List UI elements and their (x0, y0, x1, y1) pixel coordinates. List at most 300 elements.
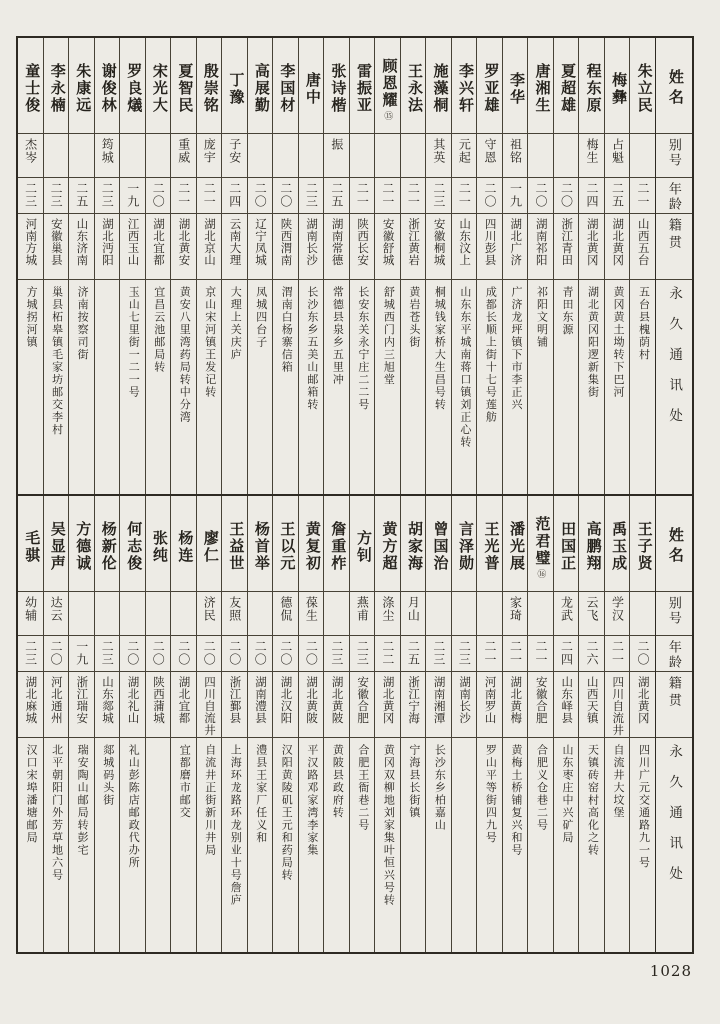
person-column (43, 496, 69, 952)
age-cell (554, 178, 579, 214)
person-name: 谢俊林 (99, 63, 116, 114)
person-age: 二〇 (151, 640, 166, 666)
address-cell (197, 738, 222, 952)
person-age: 二一 (380, 182, 395, 208)
person-address: 青田东源 (560, 286, 573, 336)
origin-cell (605, 672, 630, 738)
register-table-top (18, 38, 692, 494)
address-cell (503, 280, 528, 494)
person-column (553, 38, 579, 494)
person-alias: 庞宇 (202, 138, 217, 164)
person-age: 二五 (329, 182, 344, 208)
header-address-cell (656, 280, 692, 494)
person-age: 二〇 (227, 640, 242, 666)
address-cell (579, 280, 604, 494)
origin-cell (222, 672, 247, 738)
address-cell (299, 280, 324, 494)
name-badge: ⑮ (383, 110, 394, 120)
person-age: 一九 (74, 640, 89, 666)
person-address: 五台县槐荫村 (637, 286, 650, 361)
age-cell (299, 178, 324, 214)
address-cell (18, 280, 43, 494)
name-cell (401, 38, 426, 134)
address-cell (554, 280, 579, 494)
address-cell (401, 738, 426, 952)
age-cell (452, 178, 477, 214)
header-alias-cell (656, 592, 692, 636)
alias-cell (69, 592, 94, 636)
person-alias: 涤尘 (380, 596, 395, 622)
person-name: 罗亚雄 (482, 63, 499, 114)
person-origin: 安徽桐城 (432, 218, 445, 266)
person-origin: 四川自流井 (203, 676, 215, 736)
alias-cell (197, 592, 222, 636)
person-column (298, 496, 324, 952)
person-age: 二〇 (253, 182, 268, 208)
person-address: 汉口宋埠潘塘邮局 (25, 744, 38, 844)
person-address: 天镇砖窑村高化之转 (586, 744, 599, 857)
person-age: 二一 (508, 640, 523, 666)
person-column (578, 38, 604, 494)
person-column (170, 38, 196, 494)
person-name: 殷崇铭 (201, 63, 218, 114)
person-column (170, 496, 196, 952)
person-address: 北平朝阳门外芳草地六号 (50, 744, 63, 882)
age-cell (69, 178, 94, 214)
origin-cell (426, 672, 451, 738)
person-address: 黄岩苍头街 (407, 286, 420, 349)
origin-cell (273, 672, 298, 738)
name-cell (222, 38, 247, 134)
address-cell (299, 738, 324, 952)
age-cell (554, 636, 579, 672)
alias-cell (299, 592, 324, 636)
age-cell (452, 636, 477, 672)
person-name: 方钊 (354, 529, 371, 564)
person-name: 曾国治 (431, 521, 448, 572)
name-cell (95, 496, 120, 592)
person-age: 二三 (355, 640, 370, 666)
age-cell (273, 636, 298, 672)
person-column (323, 496, 349, 952)
header-alias-cell (656, 134, 692, 178)
address-cell (528, 738, 553, 952)
age-cell (605, 636, 630, 672)
alias-cell (503, 134, 528, 178)
age-cell (503, 636, 528, 672)
header-address-cell (656, 738, 692, 952)
address-cell (426, 280, 451, 494)
person-column (604, 38, 630, 494)
person-name: 童士俊 (23, 63, 40, 114)
address-cell (273, 738, 298, 952)
person-column (629, 38, 655, 494)
origin-cell (324, 672, 349, 738)
person-address: 自流井大坟堡 (612, 744, 624, 819)
person-address: 郯城码头街 (101, 744, 114, 807)
person-address: 玉山七里街一二一号 (127, 286, 140, 399)
header-column-bottom (655, 496, 692, 952)
origin-cell (528, 214, 553, 280)
person-address: 宜都磨市邮交 (178, 744, 191, 819)
name-cell (401, 496, 426, 592)
person-origin: 湖南湘潭 (432, 676, 445, 724)
person-column (196, 496, 222, 952)
address-cell (69, 280, 94, 494)
person-column (272, 496, 298, 952)
origin-cell (146, 672, 171, 738)
address-cell (528, 280, 553, 494)
origin-cell (171, 672, 196, 738)
origin-cell (350, 672, 375, 738)
alias-cell (324, 134, 349, 178)
address-cell (171, 280, 196, 494)
person-age: 二〇 (253, 640, 268, 666)
person-origin: 山东郯城 (100, 676, 113, 724)
address-cell (375, 280, 400, 494)
person-address: 祁阳文明铺 (535, 286, 548, 349)
person-name: 李华 (508, 71, 525, 106)
age-cell (630, 636, 655, 672)
origin-cell (477, 214, 502, 280)
origin-cell (69, 214, 94, 280)
person-column (578, 496, 604, 952)
name-cell (273, 38, 298, 134)
origin-cell (452, 214, 477, 280)
age-cell (350, 178, 375, 214)
person-column (145, 38, 171, 494)
person-column (94, 38, 120, 494)
name-cell (324, 496, 349, 592)
person-alias: 其英 (431, 138, 446, 164)
address-cell (69, 738, 94, 952)
origin-cell (477, 672, 502, 738)
header-age-cell (656, 636, 692, 672)
person-age: 二〇 (636, 640, 651, 666)
person-alias: 筠城 (100, 138, 115, 164)
alias-cell (452, 134, 477, 178)
alias-cell (401, 592, 426, 636)
origin-cell (248, 672, 273, 738)
person-column (502, 38, 528, 494)
person-origin: 陕西长安 (356, 218, 369, 266)
person-origin: 湖北黄冈 (636, 676, 649, 724)
person-column (119, 496, 145, 952)
person-alias: 幼辅 (23, 596, 38, 622)
person-alias: 祖铭 (508, 138, 523, 164)
person-name: 言泽勋 (457, 521, 473, 572)
alias-cell (197, 134, 222, 178)
alias-cell (248, 592, 273, 636)
origin-cell (146, 214, 171, 280)
address-cell (401, 280, 426, 494)
person-address: 黄安八里湾药局转中分湾 (178, 286, 191, 424)
person-age: 二五 (406, 640, 421, 666)
person-name: 夏智民 (176, 63, 193, 114)
age-cell (503, 178, 528, 214)
person-column (18, 38, 43, 494)
person-age: 二一 (406, 182, 421, 208)
person-age: 二五 (74, 182, 89, 208)
person-address: 四川广元交通路九一号 (637, 744, 650, 869)
address-cell (452, 280, 477, 494)
age-cell (69, 636, 94, 672)
address-cell (222, 280, 247, 494)
address-cell (146, 738, 171, 952)
origin-cell (120, 214, 145, 280)
person-name: 顾恩耀 (380, 57, 397, 109)
person-age: 二三 (329, 640, 344, 666)
person-age: 二二 (380, 640, 395, 666)
address-cell (350, 738, 375, 952)
person-origin: 河南方城 (24, 218, 37, 266)
person-age: 二三 (100, 182, 115, 208)
age-cell (197, 636, 222, 672)
age-cell (197, 178, 222, 214)
person-age: 二三 (304, 182, 319, 208)
person-origin: 河北通州 (49, 676, 62, 724)
address-cell (95, 738, 120, 952)
person-address: 合肥义仓巷二号 (535, 744, 548, 832)
person-origin: 四川自流井 (611, 676, 624, 736)
age-cell (248, 636, 273, 672)
person-address: 平汉路邓家湾李家集 (305, 744, 318, 857)
address-cell (426, 738, 451, 952)
person-name: 施藻桐 (431, 63, 448, 114)
person-age: 二一 (482, 640, 497, 666)
age-cell (477, 178, 502, 214)
alias-cell (248, 134, 273, 178)
alias-cell (452, 592, 477, 636)
origin-cell (44, 214, 69, 280)
person-alias: 达云 (49, 596, 64, 622)
person-address: 自流井正街新川井局 (203, 744, 216, 857)
alias-cell (69, 134, 94, 178)
name-cell (197, 496, 222, 592)
person-origin: 浙江瑞安 (75, 676, 88, 724)
person-age: 二〇 (151, 182, 166, 208)
alias-cell (528, 134, 553, 178)
address-cell (197, 280, 222, 494)
person-alias: 重威 (176, 138, 191, 164)
origin-cell (222, 214, 247, 280)
alias-cell (401, 134, 426, 178)
person-origin: 安徽合肥 (356, 676, 369, 724)
person-age: 二三 (100, 640, 115, 666)
person-address: 黄冈黄土坳转下巴河 (612, 286, 624, 399)
person-column (425, 38, 451, 494)
person-name: 胡家海 (405, 521, 422, 572)
alias-cell (579, 134, 604, 178)
alias-cell (324, 592, 349, 636)
origin-cell (401, 214, 426, 280)
age-cell (44, 178, 69, 214)
person-alias: 济民 (202, 596, 217, 622)
origin-cell (401, 672, 426, 738)
person-name: 王以元 (278, 521, 295, 572)
person-age: 二〇 (278, 640, 293, 666)
person-alias: 云飞 (585, 596, 599, 622)
header-alias-label: 别号 (666, 596, 682, 626)
origin-cell (579, 214, 604, 280)
age-cell (350, 636, 375, 672)
person-origin: 浙江黄岩 (407, 218, 420, 266)
person-age: 二〇 (559, 182, 574, 208)
person-age: 二三 (23, 640, 38, 666)
person-origin: 浙江宁海 (407, 676, 420, 724)
person-origin: 湖北黄冈 (585, 218, 598, 266)
person-age: 二三 (431, 182, 446, 208)
person-address: 礼山彭陈店邮政代办所 (127, 744, 140, 869)
alias-cell (528, 592, 553, 636)
origin-cell (375, 214, 400, 280)
alias-cell (426, 592, 451, 636)
age-cell (324, 178, 349, 214)
person-origin: 江西玉山 (126, 218, 139, 266)
person-age: 二一 (457, 182, 472, 208)
person-column (119, 38, 145, 494)
alias-cell (18, 134, 43, 178)
person-name: 王光普 (482, 521, 499, 572)
origin-cell (248, 214, 273, 280)
name-cell (350, 496, 375, 592)
person-origin: 湖北广济 (509, 218, 522, 266)
person-origin: 湖南长沙 (305, 218, 318, 266)
age-cell (401, 636, 426, 672)
address-cell (18, 738, 43, 952)
address-cell (120, 280, 145, 494)
person-origin: 山西五台 (636, 218, 649, 266)
address-cell (503, 738, 528, 952)
person-origin: 湖北黄梅 (509, 676, 522, 724)
person-column (145, 496, 171, 952)
address-cell (171, 738, 196, 952)
person-origin: 湖南长沙 (458, 676, 471, 724)
name-cell (171, 496, 196, 592)
person-origin: 湖北礼山 (126, 676, 139, 724)
person-alias: 月山 (406, 596, 421, 622)
person-address: 山东东平城南蒋口镇刘正心转 (458, 286, 471, 449)
header-name-cell (656, 496, 692, 592)
person-age: 二六 (585, 640, 599, 666)
address-cell (324, 738, 349, 952)
person-column (247, 38, 273, 494)
name-cell (630, 496, 655, 592)
origin-cell (95, 214, 120, 280)
person-name: 唐湘生 (533, 63, 550, 114)
name-cell (248, 38, 273, 134)
person-address: 黄梅土桥铺复兴和号 (509, 744, 522, 857)
header-age-label: 年龄 (666, 182, 682, 212)
alias-cell (630, 134, 655, 178)
age-cell (248, 178, 273, 214)
person-address: 凤城四台子 (254, 286, 267, 349)
person-age: 二一 (636, 182, 651, 208)
person-age: 二三 (457, 640, 472, 666)
age-cell (426, 178, 451, 214)
person-name: 李国材 (278, 63, 295, 114)
alias-cell (477, 134, 502, 178)
age-cell (222, 178, 247, 214)
alias-cell (120, 134, 145, 178)
person-column (374, 496, 400, 952)
person-column (527, 496, 553, 952)
age-cell (401, 178, 426, 214)
alias-cell (477, 592, 502, 636)
person-address: 湖北黄冈阳逻新集街 (586, 286, 599, 399)
person-name: 张纯 (150, 529, 167, 564)
origin-cell (18, 214, 43, 280)
header-age-cell (656, 178, 692, 214)
name-cell (375, 38, 400, 134)
header-origin-label: 籍贯 (666, 676, 682, 710)
person-address: 常德县泉乡五里冲 (331, 286, 344, 386)
person-address: 黄陂县政府转 (331, 744, 344, 819)
person-alias: 守恩 (482, 138, 497, 164)
age-cell (120, 636, 145, 672)
person-address: 合肥王衙巷二号 (356, 744, 369, 832)
person-origin: 湖北京山 (203, 218, 215, 266)
person-origin: 浙江鄞县 (228, 676, 241, 724)
person-age: 二〇 (304, 640, 319, 666)
age-cell (18, 178, 43, 214)
address-cell (248, 280, 273, 494)
alias-cell (503, 592, 528, 636)
person-origin: 湖北黄陂 (305, 676, 318, 724)
alias-cell (120, 592, 145, 636)
person-name: 梅彝 (610, 71, 627, 106)
person-alias: 葆生 (304, 596, 319, 622)
age-cell (95, 178, 120, 214)
person-name: 夏超雄 (559, 63, 576, 114)
person-origin: 湖北宜都 (151, 218, 164, 266)
name-cell (69, 38, 94, 134)
address-cell (146, 280, 171, 494)
person-age: 二四 (585, 182, 599, 208)
person-address: 京山宋河镇王发记转 (203, 286, 216, 399)
origin-cell (452, 672, 477, 738)
person-origin: 湖南祁阳 (534, 218, 547, 266)
alias-cell (350, 134, 375, 178)
header-column-top (655, 38, 692, 494)
person-name: 何志俊 (125, 521, 142, 572)
person-origin: 湖北宜都 (177, 676, 190, 724)
register-table-bottom (18, 494, 692, 952)
person-column (527, 38, 553, 494)
person-age: 一九 (508, 182, 523, 208)
person-address: 成都长顺上街十七号莲舫 (484, 286, 497, 424)
page-number: 1028 (649, 962, 692, 980)
header-name-label: 姓名 (666, 526, 683, 567)
alias-cell (171, 592, 196, 636)
origin-cell (299, 672, 324, 738)
person-origin: 山东济南 (75, 218, 88, 266)
person-name: 杨连 (176, 529, 193, 564)
person-origin: 辽宁凤城 (254, 218, 267, 266)
address-cell (222, 738, 247, 952)
alias-cell (299, 134, 324, 178)
origin-cell (171, 214, 196, 280)
age-cell (222, 636, 247, 672)
origin-cell (605, 214, 630, 280)
address-cell (350, 280, 375, 494)
age-cell (375, 178, 400, 214)
address-cell (630, 280, 655, 494)
person-address: 广济龙坪镇下市李正兴 (509, 286, 522, 411)
name-cell (18, 496, 43, 592)
origin-cell (197, 672, 222, 738)
person-name: 黄复初 (303, 521, 320, 572)
